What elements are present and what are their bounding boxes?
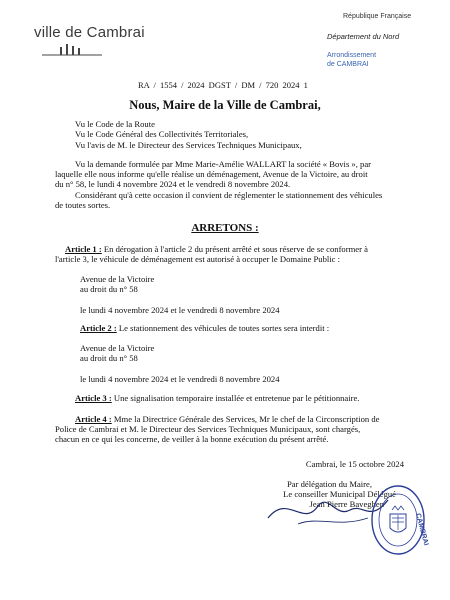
reference-number: RA / 1554 / 2024 DGST / DM / 720 2024 1: [138, 80, 308, 90]
republic-label: République Française: [343, 13, 412, 20]
signatory-name: Jean Pierre Baveghen: [309, 499, 384, 509]
article-1-text: En dérogation à l'article 2 du présent arrêté et sous réserve de se conformer à: [101, 244, 368, 254]
article-2-address: Avenue de la Victoire: [80, 343, 155, 353]
city-stamp-icon: [370, 484, 430, 556]
signatory-role: Le conseiller Municipal Délégué: [283, 489, 396, 499]
vu-line: Vu le Code Général des Collectivités Territoriales,: [75, 129, 249, 139]
arrondissement-name: de CAMBRAI: [327, 61, 369, 68]
request-line: du n° 58, le lundi 4 novembre 2024 et le vendredi 8 novembre 2024.: [55, 179, 291, 189]
article-4-line: chacun en ce qui les concerne, de veiller à la bonne exécution du présent arrêté.: [55, 434, 329, 444]
considerant-line: de toutes sortes.: [55, 200, 111, 210]
article-1-line: [65, 244, 368, 255]
article-2-text: Le stationnement des véhicules de toutes sortes sera interdit :: [116, 323, 330, 333]
vu-line: Vu le Code de la Route: [75, 119, 155, 129]
place-date: Cambrai, le 15 octobre 2024: [305, 459, 404, 469]
department-label: Département du Nord: [327, 32, 400, 41]
city-logo-icon: [42, 44, 102, 56]
article-1-label: Article 1 :: [65, 244, 102, 254]
stamp-text: CAMBRAI: [414, 512, 430, 547]
article-1-dates: le lundi 4 novembre 2024 et le vendredi 8 novembre 2024: [80, 305, 280, 315]
considerant-line: Considérant qu'à cette occasion il convient de réglementer le stationnement des véhicules: [75, 190, 383, 200]
article-2-line: [80, 323, 329, 334]
article-4-label: Article 4 :: [75, 414, 112, 424]
article-3-text: Une signalisation temporaire installée et entretenue par le pétitionnaire.: [111, 393, 360, 403]
delegation-line: Par délégation du Maire,: [287, 479, 372, 489]
arrondissement-label: Arrondissement: [327, 52, 377, 59]
arretons-heading: ARRETONS :: [191, 222, 259, 234]
article-4-line: Police de Cambrai et M. le Directeur des Services Techniques Municipaux, sont chargés,: [55, 424, 361, 434]
article-1-line: l'article 3, le véhicule de déménagement est autorisé à occuper le Domaine Public :: [55, 254, 341, 264]
city-logo-text: ville de Cambrai: [34, 24, 145, 41]
article-2-dates: le lundi 4 novembre 2024 et le vendredi 8 novembre 2024: [80, 374, 280, 384]
article-3-label: Article 3 :: [75, 393, 112, 403]
article-2-label: Article 2 :: [80, 323, 117, 333]
page-title: Nous, Maire de la Ville de Cambrai,: [129, 98, 321, 112]
article-2-address: au droit du n° 58: [80, 353, 138, 363]
article-3-line: [75, 393, 359, 404]
request-line: laquelle elle nous informe qu'elle réalise un déménagement, Avenue de la Victoire, au droit: [55, 169, 368, 179]
vu-line: Vu l'avis de M. le Directeur des Services Techniques Municipaux,: [75, 140, 302, 150]
article-4-text: Mme la Directrice Générale des Services, Mr le chef de la Circonscription de: [111, 414, 380, 424]
article-1-address: Avenue de la Victoire: [80, 274, 155, 284]
article-1-address: au droit du n° 58: [80, 284, 138, 294]
request-line: Vu la demande formulée par Mme Marie-Amélie WALLART la société « Bovis », par: [75, 159, 372, 169]
article-4-line: [75, 414, 379, 425]
